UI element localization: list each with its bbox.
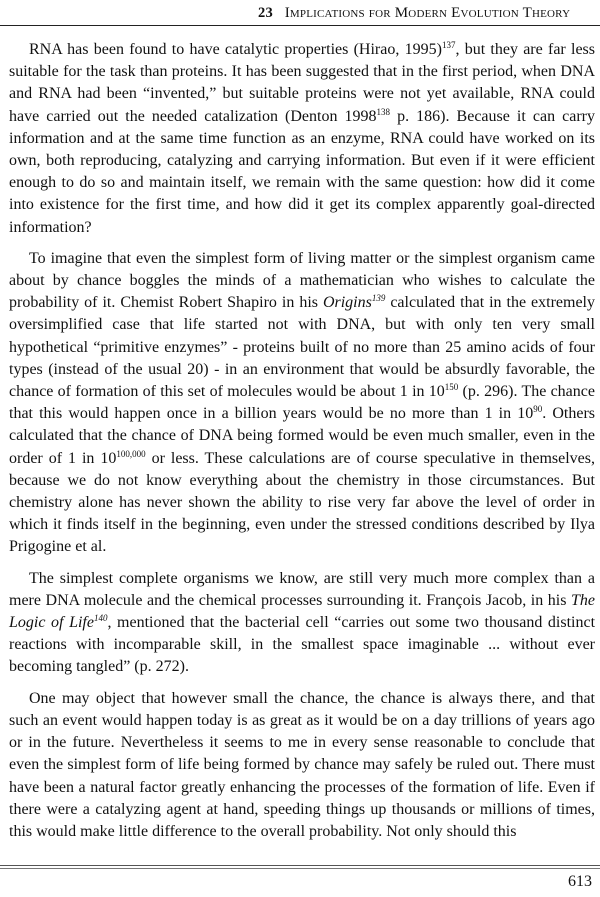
footer-rule: [0, 865, 600, 866]
exponent-90: 90: [533, 404, 543, 415]
paragraph-1: RNA has been found to have catalytic properties (Hirao, 1995)$^{137}$, but they are far less suitable for the task than proteins. It has been suggested that in the first period, when DNA and RNA had been “invented,” but suitable proteins were not yet available, RNA could have carried out the needed catalization (Denton 1998$^{138}$ p. 186). Because it can carry information and at the same time function as an enzyme, RNA could have worked on its own, both reproducing, catalyzing and carrying information. But even if it were efficient enough to do so and maintain itself, we remain with the same question: how did it come into existence for the first time, and how did it get its complex apparently goal-directed information?: [9, 40, 596, 236]
paragraph-4: One may object that however small the chance, the chance is always there, and that such an event would happen today is as great as it would be on a day trillions of years ago or in the future. Nevertheless it seems to me in every sense reasonable to conclude that even the simplest form of life being formed by chance may safely be ruled out. There must have been a natural factor greatly enhancing the processes of the formation of life. Even if there were a catalyzing agent at hand, speeding things up thousands or millions of times, this would make little difference to the overall probability. Not only should this: [9, 689, 595, 840]
exponent-100000: 100,000: [116, 448, 146, 459]
paragraph-3: The simplest complete organisms we know, are still very much more complex than a mere DNA molecule and the chemical processes surrounding it. François Jacob, in his The Logic of Life$^{140}$, mentioned that the bacterial cell “carries out some two thousand distinct reactions with incomparable skill, in the smallest space imaginable ... without ever becoming tangled” (p. 272).: [9, 569, 596, 676]
footnote-ref-137: 137: [441, 40, 456, 50]
header-rule: [0, 25, 600, 26]
paragraph-2: To imagine that even the simplest form of living matter or the simplest organism came about by chance boggles the minds of a mathematician who wishes to calculate the probability of it. Chemist Robert Shapiro in his Origins$^{139}$ calculated that in the extremely oversimplified case that life started not with DNA, but with only ten very small hypothetical “primitive enzymes” - proteins built of no more than 25 amino acids of four types (instead of the usual 20) - in an environment that would be absurdly favorable, the chance of formation of this set of molecules would be about 1 in $10^{150}$ (p. 296). The chance that this would happen once in a billion years would be no more than 1 in $10^{90}$. Others calculated that the chance of DNA being formed would be even much smaller, even in the order of 1 in 10$^{100,000}$ or less. These calculations are of course speculative in themselves, because we do not know everything about the chemistry in those circumstances. But chemistry alone has never shown the ability to rise very far above the level of order in which it finds itself in the beginning, even under the stressed conditions described by Ilya Prigogine et al.: [9, 249, 596, 556]
footnote-ref-140: 140: [93, 613, 108, 624]
footnote-ref-138: 138: [376, 106, 391, 117]
chapter-number: 23: [258, 5, 273, 21]
exponent-150: 150: [444, 382, 459, 393]
footer-rule-secondary: [0, 868, 600, 869]
book-title-origins: Origins: [322, 294, 372, 312]
chapter-title: Implications for Modern Evolution Theory: [284, 5, 571, 21]
body-text: [9, 35, 595, 852]
page-number: 613: [568, 873, 592, 890]
book-title-logic-of-life: The Logic of Life: [9, 591, 595, 632]
footnote-ref-139: 139: [371, 293, 386, 304]
running-header: [258, 5, 570, 22]
